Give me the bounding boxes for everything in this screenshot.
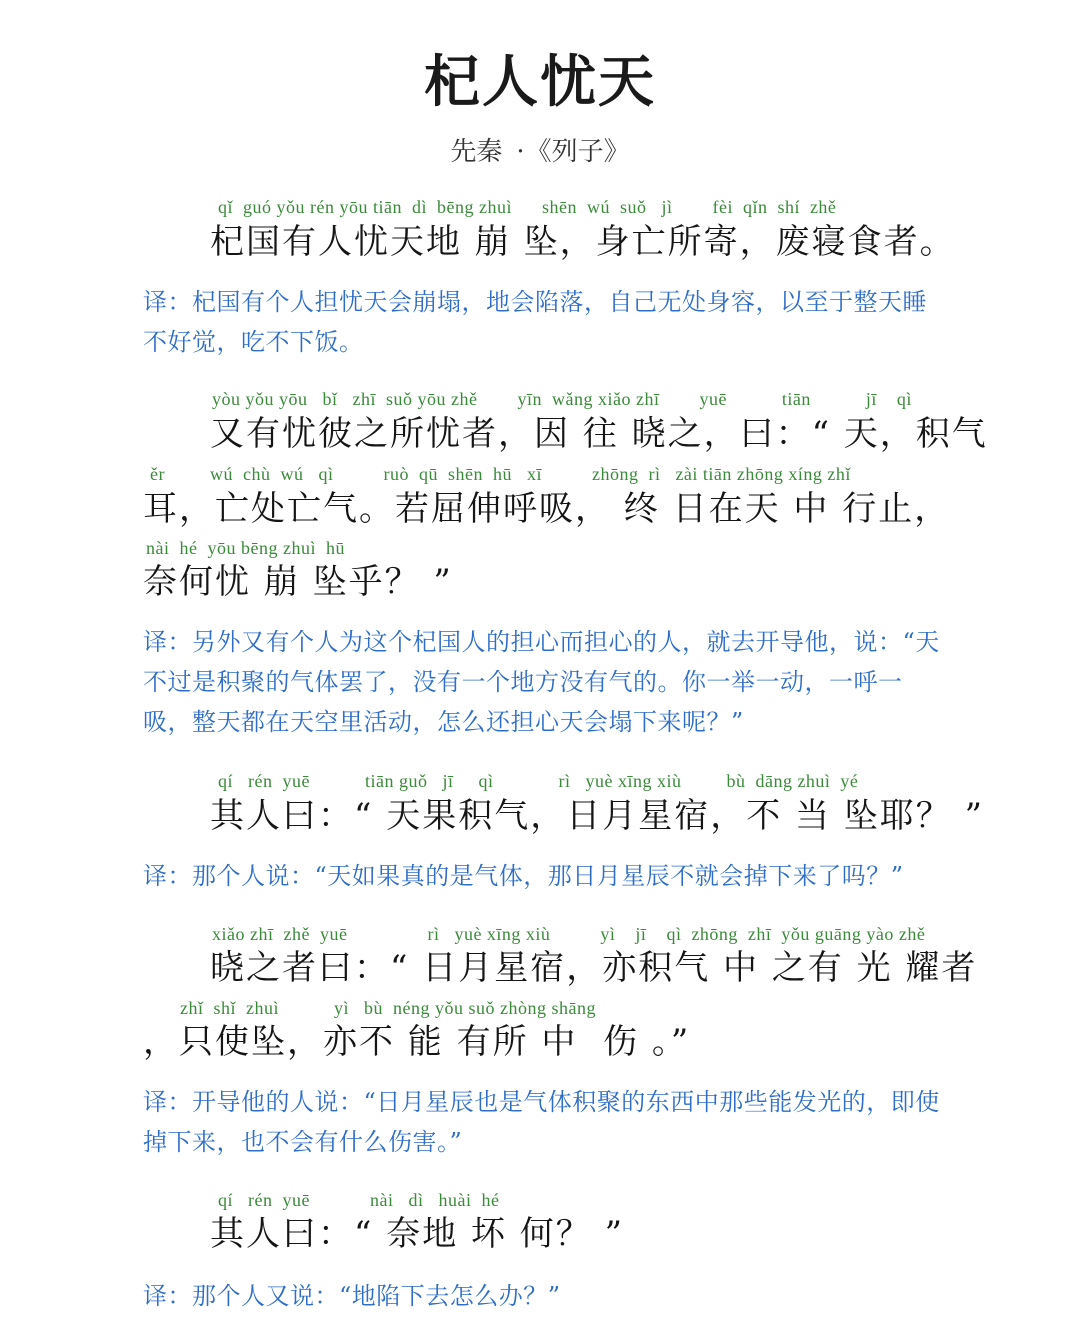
text-line: 奈何忧 崩 坠乎？ ” [143,562,453,602]
pinyin-line: nài hé yōu bēng zhuì hū [146,538,345,558]
byline [0,132,1080,172]
text-line: 又有忧彼之所忧者，因 往 晓之，曰：“ 天，积气 [210,414,988,454]
text-line: 晓之者曰：“ 日月星宿，亦积气 中 之有 光 耀者 [210,948,978,988]
text-line: 耳，亡处亡气。若屈伸呼吸， 终 日在天 中 行止， [143,489,951,529]
text-line: 杞国有人忧天地 崩 坠，身亡所寄，废寝食者。 [210,222,956,262]
pinyin-line: qǐ guó yǒu rén yōu tiān dì bēng zhuì shēn wú suǒ jì fèi qǐn shí zhě [218,197,837,217]
translation: 译：另外又有个人为这个杞国人的担心而担心的人，就去开导他，说：“天不过是积聚的气体罢了，没有一个地方没有气的。你一举一动，一呼一吸，整天都在天空里活动，怎么还担心天会塌下来呢？” [143,628,940,736]
translation: 译：那个人又说：“地陷下去怎么办？” [143,1282,561,1310]
translation: 译：那个人说：“天如果真的是气体，那日月星辰不就会掉下来了吗？” [143,862,904,890]
page-title: 杞人忧天 [424,49,656,115]
pinyin-line: ěr wú chù wú qì ruò qū shēn hū xī zhōng rì zài tiān zhōng xíng zhǐ [150,464,851,484]
pinyin-line: zhǐ shǐ zhuì yì bù néng yǒu suǒ zhòng shāng [180,998,596,1018]
byline-separator: · [516,137,525,167]
text-line: ，只使坠，亦不 能 有所 中 伤 。” [143,1022,691,1062]
text-line: 其人曰：“ 奈地 坏 何？ ” [210,1214,624,1254]
dynasty: 先秦 [450,137,503,167]
pinyin-line: yòu yǒu yōu bǐ zhī suǒ yōu zhě yīn wǎng xiǎo zhī yuē tiān jī qì [212,389,912,409]
translation: 译：开导他的人说：“日月星辰也是气体积聚的东西中那些能发光的，即使掉下来，也不会有什么伤害。” [143,1088,940,1156]
source: 《列子》 [538,137,630,167]
translation: 译：杞国有个人担忧天会崩塌，地会陷落，自己无处身容，以至于整天睡不好觉，吃不下饭。 [143,288,927,356]
pinyin-line: qí rén yuē tiān guǒ jī qì rì yuè xīng xiù bù dāng zhuì yé [218,771,859,791]
pinyin-line: xiǎo zhī zhě yuē rì yuè xīng xiù yì jī qì zhōng zhī yǒu guāng yào zhě [212,924,926,944]
text-line: 其人曰：“ 天果积气，日月星宿，不 当 坠耶？ ” [210,796,984,836]
pinyin-line: qí rén yuē nài dì huài hé [218,1190,500,1210]
